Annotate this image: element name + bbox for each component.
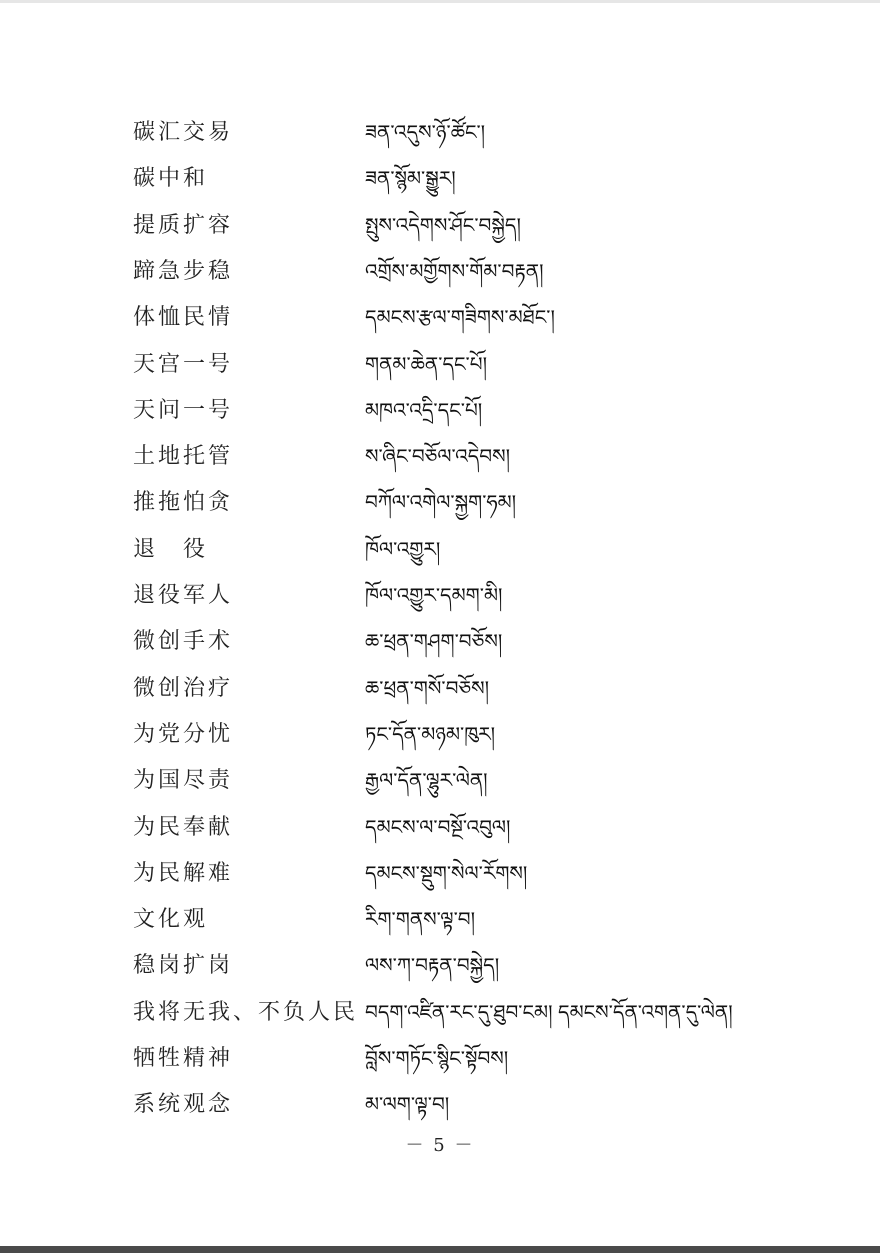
chinese-term: 退 役 <box>133 537 209 562</box>
glossary-entry <box>0 113 880 153</box>
chinese-term: 微创治疗 <box>133 676 234 701</box>
chinese-term: 文化观 <box>133 907 209 932</box>
chinese-term: 系统观念 <box>133 1092 234 1117</box>
chinese-term: 天宫一号 <box>133 352 234 377</box>
tibetan-translation: ཏང་དོན་མཉམ་ཁུར། <box>365 722 496 746</box>
glossary-entry <box>0 854 880 894</box>
glossary-entry <box>0 159 880 199</box>
glossary-entry <box>0 993 880 1033</box>
chinese-term: 体恤民情 <box>133 305 234 330</box>
chinese-term: 提质扩容 <box>133 213 234 238</box>
chinese-term: 蹄急步稳 <box>133 259 234 284</box>
tibetan-translation: རིག་གནས་ལྟ་བ། <box>365 907 476 931</box>
glossary-entry <box>0 530 880 570</box>
chinese-term: 碳汇交易 <box>133 120 234 145</box>
chinese-term: 碳中和 <box>133 166 209 191</box>
tibetan-translation: རྒྱལ་དོན་ལྷུར་ལེན། <box>365 768 488 792</box>
glossary-entry <box>0 622 880 662</box>
glossary-entry <box>0 437 880 477</box>
chinese-term: 推拖怕贪 <box>133 490 234 515</box>
chinese-term: 退役军人 <box>133 583 234 608</box>
glossary-entry <box>0 576 880 616</box>
tibetan-translation: དམངས་ལ་བསྔོ་འབུལ། <box>365 815 511 839</box>
tibetan-translation: སྤུས་འདེགས་ཤོང་བསྐྱེད། <box>365 213 521 237</box>
tibetan-translation-second: དམངས་དོན་འགན་དུ་ལེན། <box>558 1000 733 1024</box>
chinese-term: 微创手术 <box>133 629 234 654</box>
tibetan-translation: མ་ལག་ལྟ་བ། <box>365 1092 450 1116</box>
glossary-entry <box>0 808 880 848</box>
tibetan-translation: ཟན་སྙོམ་སྒྱུར། <box>365 166 456 190</box>
page-number: － 5 － <box>405 1135 475 1156</box>
glossary-entry <box>0 715 880 755</box>
glossary-entry <box>0 669 880 709</box>
chinese-term: 为国尽责 <box>133 768 234 793</box>
tibetan-translation: མཁའ་འདྲི་དང་པོ། <box>365 398 483 422</box>
glossary-entry <box>0 900 880 940</box>
glossary-entry <box>0 1085 880 1125</box>
glossary-entry <box>0 252 880 292</box>
bottom-border <box>0 1246 880 1253</box>
glossary-entry <box>0 298 880 338</box>
chinese-term: 为党分忧 <box>133 722 234 747</box>
chinese-term: 天问一号 <box>133 398 234 423</box>
tibetan-translation: འགྲོས་མགྱོགས་གོམ་བརྟན། <box>365 259 544 283</box>
chinese-term: 稳岗扩岗 <box>133 953 234 978</box>
chinese-term: 为民解难 <box>133 861 234 886</box>
tibetan-translation: ས་ཞིང་བཅོལ་འདེབས། <box>365 444 511 468</box>
tibetan-translation: བཀོལ་འགེལ་སྐྱག་ཧམ། <box>365 490 517 514</box>
chinese-term: 牺牲精神 <box>133 1046 234 1071</box>
tibetan-translation: ལས་ཀ་བརྟན་བསྐྱེད། <box>365 953 500 977</box>
glossary-entry <box>0 946 880 986</box>
tibetan-translation: བློས་གཏོང་སྙིང་སྟོབས། <box>365 1046 509 1070</box>
chinese-term: 为民奉献 <box>133 815 234 840</box>
chinese-term: 土地托管 <box>133 444 234 469</box>
tibetan-translation: ཁོལ་འགྱུར་དམག་མི། <box>365 583 503 607</box>
tibetan-translation: གནམ་ཆེན་དང་པོ། <box>365 352 488 376</box>
tibetan-translation: དམངས་སྡུག་སེལ་རོགས། <box>365 861 528 885</box>
tibetan-translation: ཁོལ་འགྱུར། <box>365 537 441 561</box>
tibetan-translation: དམངས་རྩལ་གཟིགས་མཐོང་། <box>365 305 555 329</box>
chinese-term: 我将无我、不负人民 <box>133 1000 359 1025</box>
top-border <box>0 0 880 3</box>
tibetan-translation: ཟན་འདུས་ཉོ་ཚོང་། <box>365 120 486 144</box>
tibetan-translation: ཆ་ཕྲན་གཤག་བཅོས། <box>365 629 503 653</box>
glossary-entry <box>0 1039 880 1079</box>
glossary-entry <box>0 391 880 431</box>
glossary-entry <box>0 483 880 523</box>
glossary-entry <box>0 345 880 385</box>
tibetan-translation: བདག་འཛིན་རང་དུ་ཐུབ་ངམ། <box>365 1000 553 1024</box>
glossary-entry <box>0 206 880 246</box>
glossary-entry <box>0 761 880 801</box>
tibetan-translation: ཆ་ཕྲན་གསོ་བཅོས། <box>365 676 490 700</box>
